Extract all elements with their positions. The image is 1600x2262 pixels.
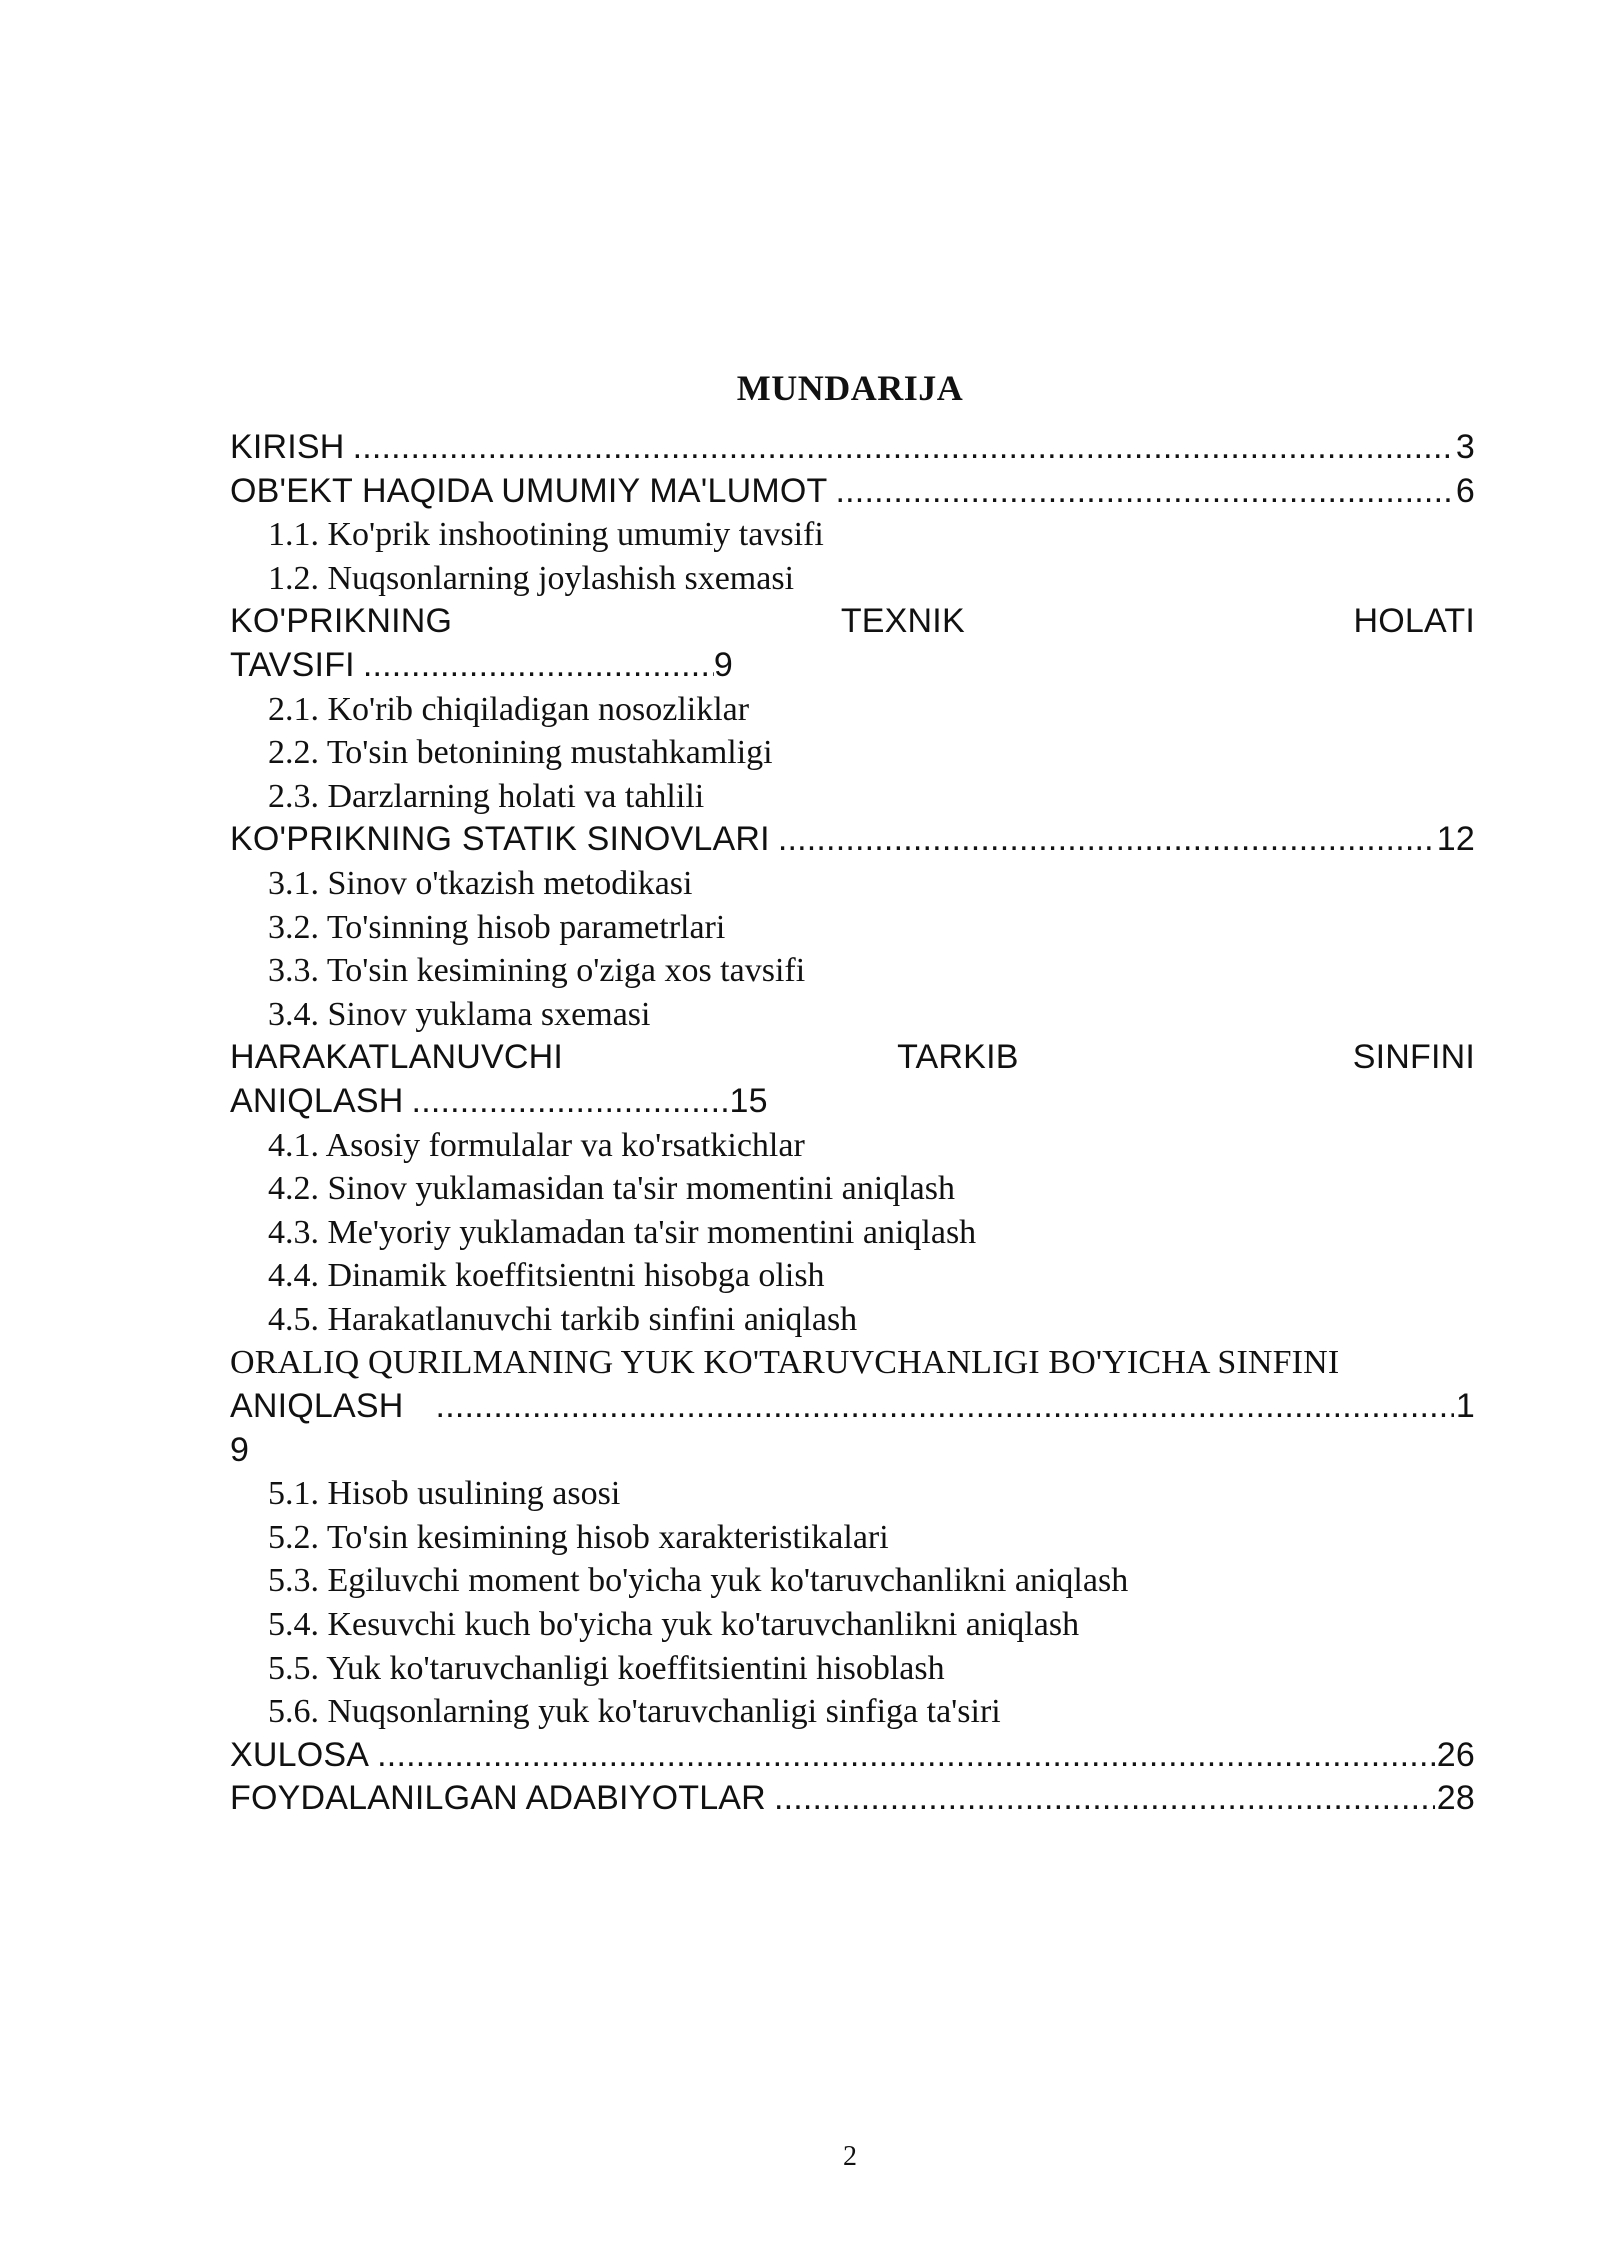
toc-subentry: 3.2. To'sinning hisob parametrlari [268,908,726,946]
toc-entry-title: KIRISH [230,428,345,466]
toc-subentry: 4.1. Asosiy formulalar va ko'rsatkichlar [268,1126,805,1164]
toc-entry-section-4-line-1 [230,1036,1475,1080]
toc-subentry: 4.3. Me'yoriy yuklamadan ta'sir momentini aniqlash [268,1213,977,1251]
toc-entry-title: ANIQLASH [230,1081,404,1120]
toc-entry-page: 12 [1436,820,1475,859]
toc-leader-dots [412,1080,730,1124]
toc-leader-dots [353,426,1454,470]
toc-leader-dots [363,644,714,688]
toc-entry-page: 1 [1455,1387,1475,1426]
toc-subentry: 1.1. Ko'prik inshootining umumiy tavsifi [268,516,824,554]
toc-title-word: TARKIB [897,1038,1019,1077]
toc-title-word: TEXNIK [840,602,965,641]
toc-entry-section-2-line-2 [230,644,1475,688]
toc-entry-page: 26 [1436,1735,1475,1774]
page-number: 2 [843,2141,857,2172]
toc-subentry: 4.5. Harakatlanuvchi tarkib sinfini aniqlash [268,1300,858,1338]
toc-entry-title: ANIQLASH [230,1387,404,1426]
toc-subentry: 3.3. To'sin kesimining o'ziga xos tavsifi [268,952,806,990]
toc-subentry: 2.3. Darzlarning holati va tahlili [268,777,705,815]
toc-subentry: 2.2. To'sin betonining mustahkamligi [268,734,773,772]
toc-entry-title: KO'PRIKNING STATIK SINOVLARI [230,820,770,859]
toc-subentry: 3.4. Sinov yuklama sxemasi [268,995,651,1033]
toc-leader-dots [774,1777,1435,1821]
toc-subentry: 2.1. Ko'rib chiqiladigan nosozliklar [268,690,750,728]
toc-leader-dots [377,1734,1435,1778]
toc-entry-xulosa [230,1734,1475,1778]
toc-entry-page: 6 [1455,471,1475,510]
toc-entry-title: OB'EKT HAQIDA UMUMIY MA'LUMOT [230,471,828,510]
toc-entry-page: 15 [729,1081,768,1120]
toc-entry-section-1 [230,470,1475,514]
toc-entry-section-5-line-2 [230,1385,1475,1429]
toc-title-word: KO'PRIKNING [230,602,453,641]
toc-leader-dots [778,818,1435,862]
toc-subentry: 3.1. Sinov o'tkazish metodikasi [268,864,693,902]
toc-subentry: 5.4. Kesuvchi kuch bo'yicha yuk ko'taruvchanlikni aniqlash [268,1606,1080,1644]
toc-subentry: 5.1. Hisob usulining asosi [268,1475,621,1513]
toc-leader-dots [436,1385,1454,1429]
toc-entry-page: 3 [1455,428,1475,466]
toc-entry-page: 9 [713,645,733,684]
toc-subentry: 5.5. Yuk ko'taruvchanligi koeffitsientini hisoblash [268,1649,945,1687]
toc-subentry: 4.2. Sinov yuklamasidan ta'sir momentini aniqlash [268,1170,955,1208]
toc-entry-section-3 [230,818,1475,862]
toc-entry-title: XULOSA [230,1735,370,1774]
toc-entry-adabiyotlar [230,1777,1475,1821]
toc-entry-title: FOYDALANILGAN ADABIYOTLAR [230,1779,766,1818]
toc-entry-section-5-line-1: ORALIQ QURILMANING YUK KO'TARUVCHANLIGI BO'YICHA SINFINI [230,1344,1340,1382]
toc-subentry: 5.3. Egiluvchi moment bo'yicha yuk ko'taruvchanlikni aniqlash [268,1562,1129,1600]
toc-entry-page: 28 [1436,1779,1475,1818]
page-title: MUNDARIJA [736,368,964,408]
toc-subentry: 4.4. Dinamik koeffitsientni hisobga olish [268,1257,825,1295]
toc-subentry: 5.2. To'sin kesimining hisob xarakteristikalari [268,1518,889,1556]
toc-subentry: 5.6. Nuqsonlarning yuk ko'taruvchanligi sinfiga ta'siri [268,1693,1001,1731]
toc-title-word: HARAKATLANUVCHI [230,1038,563,1077]
toc-title-word: HOLATI [1353,602,1475,641]
toc-entry-page-continued: 9 [230,1430,250,1469]
toc-entry-title: TAVSIFI [230,645,355,684]
toc-title-word: SINFINI [1352,1038,1475,1077]
toc-entry-section-4-line-2 [230,1080,1475,1124]
toc-subentry: 1.2. Nuqsonlarning joylashish sxemasi [268,559,795,597]
toc-leader-dots [836,470,1454,514]
toc-entry-kirish [230,426,1475,470]
table-of-contents [230,426,1475,1821]
toc-entry-section-2-line-1 [230,600,1475,644]
